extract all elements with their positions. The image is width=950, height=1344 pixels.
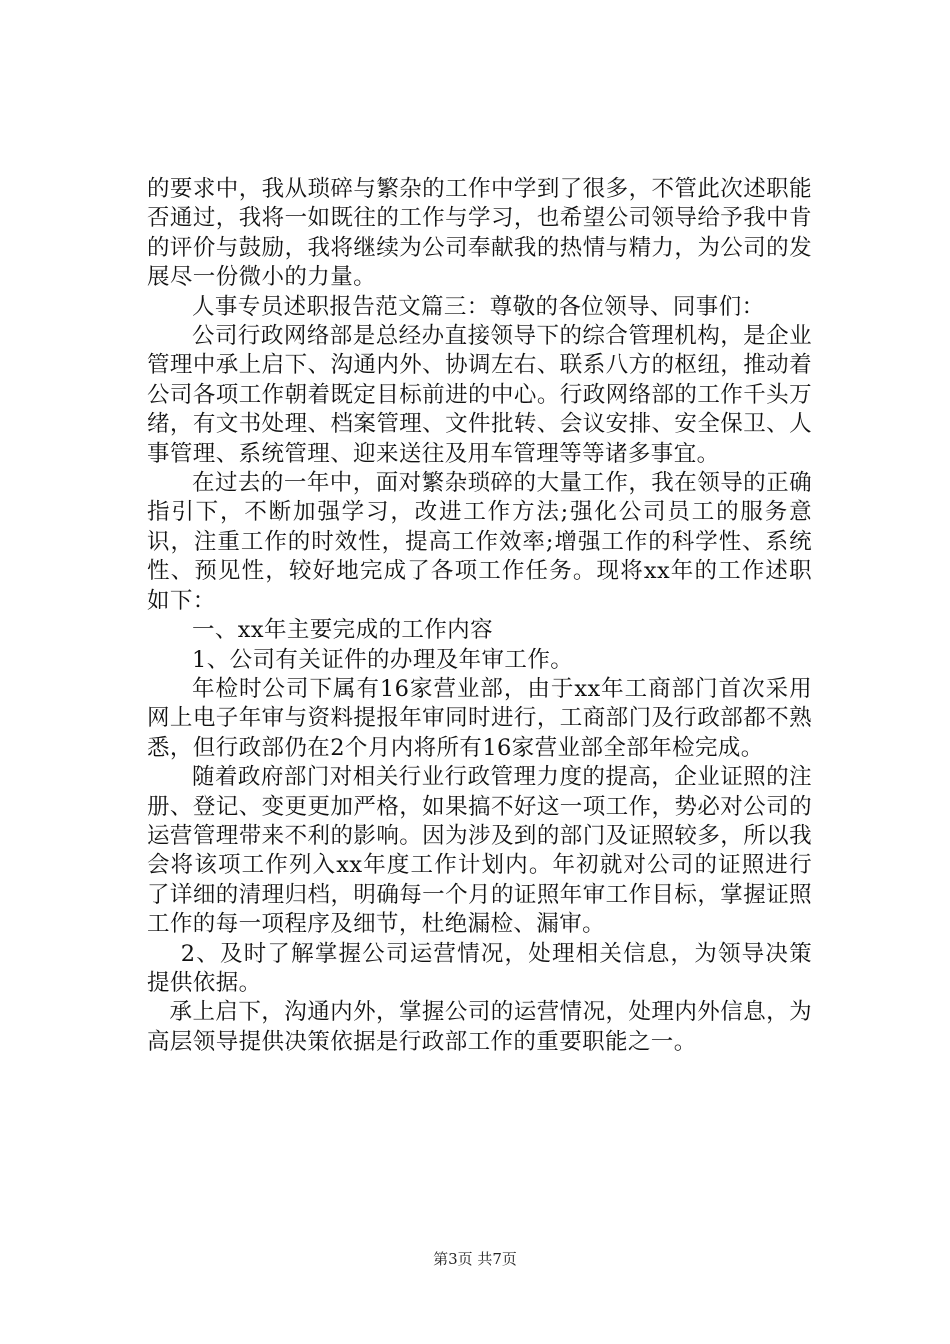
paragraph-annual-inspection: 年检时公司下属有16家营业部，由于xx年工商部门首次采用网上电子年审与资料提报年审同时进行，工商部门及行政部都不熟悉，但行政部仍在2个月内将所有16家营业部全部年检完成。 <box>147 675 812 761</box>
paragraph-department-intro: 公司行政网络部是总经办直接领导下的综合管理机构，是企业管理中承上启下、沟通内外、协调左右、联系八方的枢纽，推动着公司各项工作朝着既定目标前进的中心。行政网络部的工作千头万绪，有文书处理、档案管理、文件批转、会议安排、安全保卫、人事管理、系统管理、迎来送往及用车管理等等诸多事宜。 <box>147 323 812 467</box>
page-number-footer: 第3页 共7页 <box>433 1250 517 1268</box>
paragraph-information-handling: 承上启下，沟通内外，掌握公司的运营情况，处理内外信息，为高层领导提供决策依据是行政部工作的重要职能之一。 <box>147 999 812 1055</box>
paragraph-item-1-title: 1、公司有关证件的办理及年审工作。 <box>192 646 574 673</box>
paragraph-license-management: 随着政府部门对相关行业行政管理力度的提高，企业证照的注册、登记、变更更加严格，如果搞不好这一项工作，势必对公司的运营管理带来不利的影响。因为涉及到的部门及证照较多，所以我会将该项工作列入xx年度工作计划内。年初就对公司的证照进行了详细的清理归档，明确每一个月的证照年审工作目标，掌握证照工作的每一项程序及细节，杜绝漏检、漏审。 <box>147 764 812 938</box>
paragraph-item-2-title: 2、及时了解掌握公司运营情况，处理相关信息，为领导决策提供依据。 <box>147 940 812 996</box>
paragraph-year-summary: 在过去的一年中，面对繁杂琐碎的大量工作，我在领导的正确指引下，不断加强学习，改进工作方法;强化公司员工的服务意识，注重工作的时效性，提高工作效率;增强工作的科学性、系统性、预见性，较好地完成了各项工作任务。现将xx年的工作述职如下： <box>147 470 812 614</box>
paragraph-heading-main-work: 一、xx年主要完成的工作内容 <box>192 617 493 644</box>
paragraph-continuation: 的要求中，我从琐碎与繁杂的工作中学到了很多，不管此次述职能否通过，我将一如既往的工作与学习，也希望公司领导给予我中肯的评价与鼓励，我将继续为公司奉献我的热情与精力，为公司的发展尽一份微小的力量。 <box>147 176 812 291</box>
document-body <box>147 175 812 1057</box>
paragraph-section-heading: 人事专员述职报告范文篇三：尊敬的各位领导、同事们： <box>192 293 765 320</box>
